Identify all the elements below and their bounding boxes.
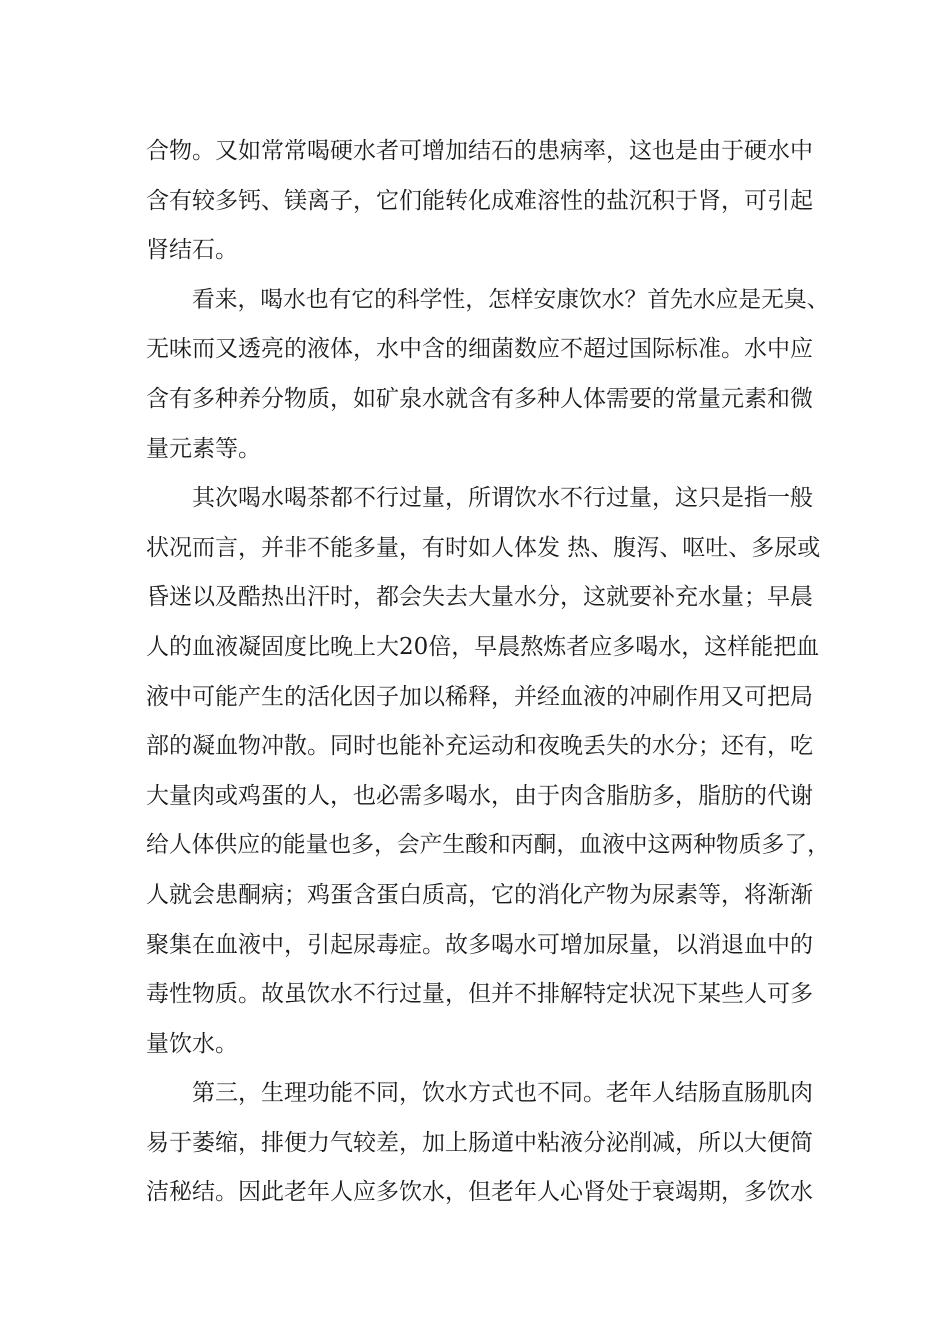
text-line: 液中可能产生的活化因子加以稀释，并经血液的冲刷作用又可把局 (146, 683, 813, 710)
text-line: 毒性物质。故虽饮水不行过量，但并不排解特定状况下某些人可多 (146, 981, 813, 1008)
text-line: 看来，喝水也有它的科学性，怎样安康饮水？首先水应是无臭、 (192, 286, 830, 313)
text-line: 易于萎缩，排便力气较差，加上肠道中粘液分泌削减，所以大便简 (146, 1129, 813, 1156)
text-line: 含有较多钙、镁离子，它们能转化成难溶性的盐沉积于肾，可引起 (146, 187, 813, 214)
body-text (146, 127, 830, 1218)
text-line: 状况而言，并非不能多量，有时如人体发 热、腹泻、呕吐、多尿或 (146, 534, 821, 561)
text-line: 无味而又透亮的液体，水中含的细菌数应不超过国际标准。水中应 (146, 336, 813, 363)
text-line: 肾结石。 (146, 237, 238, 264)
text-line: 昏迷以及酷热出汗时，都会失去大量水分，这就要补充水量；早晨 (146, 584, 813, 611)
text-line: 人的血液凝固度比晚上大20倍，早晨熬炼者应多喝水，这样能把血 (146, 633, 820, 660)
text-line: 大量肉或鸡蛋的人，也必需多喝水，由于肉含脂肪多，脂肪的代谢 (146, 782, 813, 809)
text-line: 部的凝血物冲散。同时也能补充运动和夜晚丢失的水分；还有，吃 (146, 733, 813, 760)
text-line: 给人体供应的能量也多，会产生酸和丙酮，血液中这两种物质多了， (146, 832, 830, 859)
text-line: 量元素等。 (146, 435, 261, 462)
text-line: 合物。又如常常喝硬水者可增加结石的患病率，这也是由于硬水中 (146, 138, 813, 164)
text-line: 含有多种养分物质，如矿泉水就含有多种人体需要的常量元素和微 (146, 385, 813, 412)
text-line: 量饮水。 (146, 1030, 238, 1057)
text-line: 其次喝水喝茶都不行过量，所谓饮水不行过量，这只是指一般 (192, 485, 813, 512)
text-line: 人就会患酮病；鸡蛋含蛋白质高，它的消化产物为尿素等，将渐渐 (146, 881, 813, 908)
text-line: 洁秘结。因此老年人应多饮水，但老年人心肾处于衰竭期，多饮水 (146, 1179, 813, 1206)
text-line: 第三，生理功能不同，饮水方式也不同。老年人结肠直肠肌肉 (192, 1080, 813, 1107)
text-line: 聚集在血液中，引起尿毒症。故多喝水可增加尿量，以消退血中的 (146, 931, 813, 958)
